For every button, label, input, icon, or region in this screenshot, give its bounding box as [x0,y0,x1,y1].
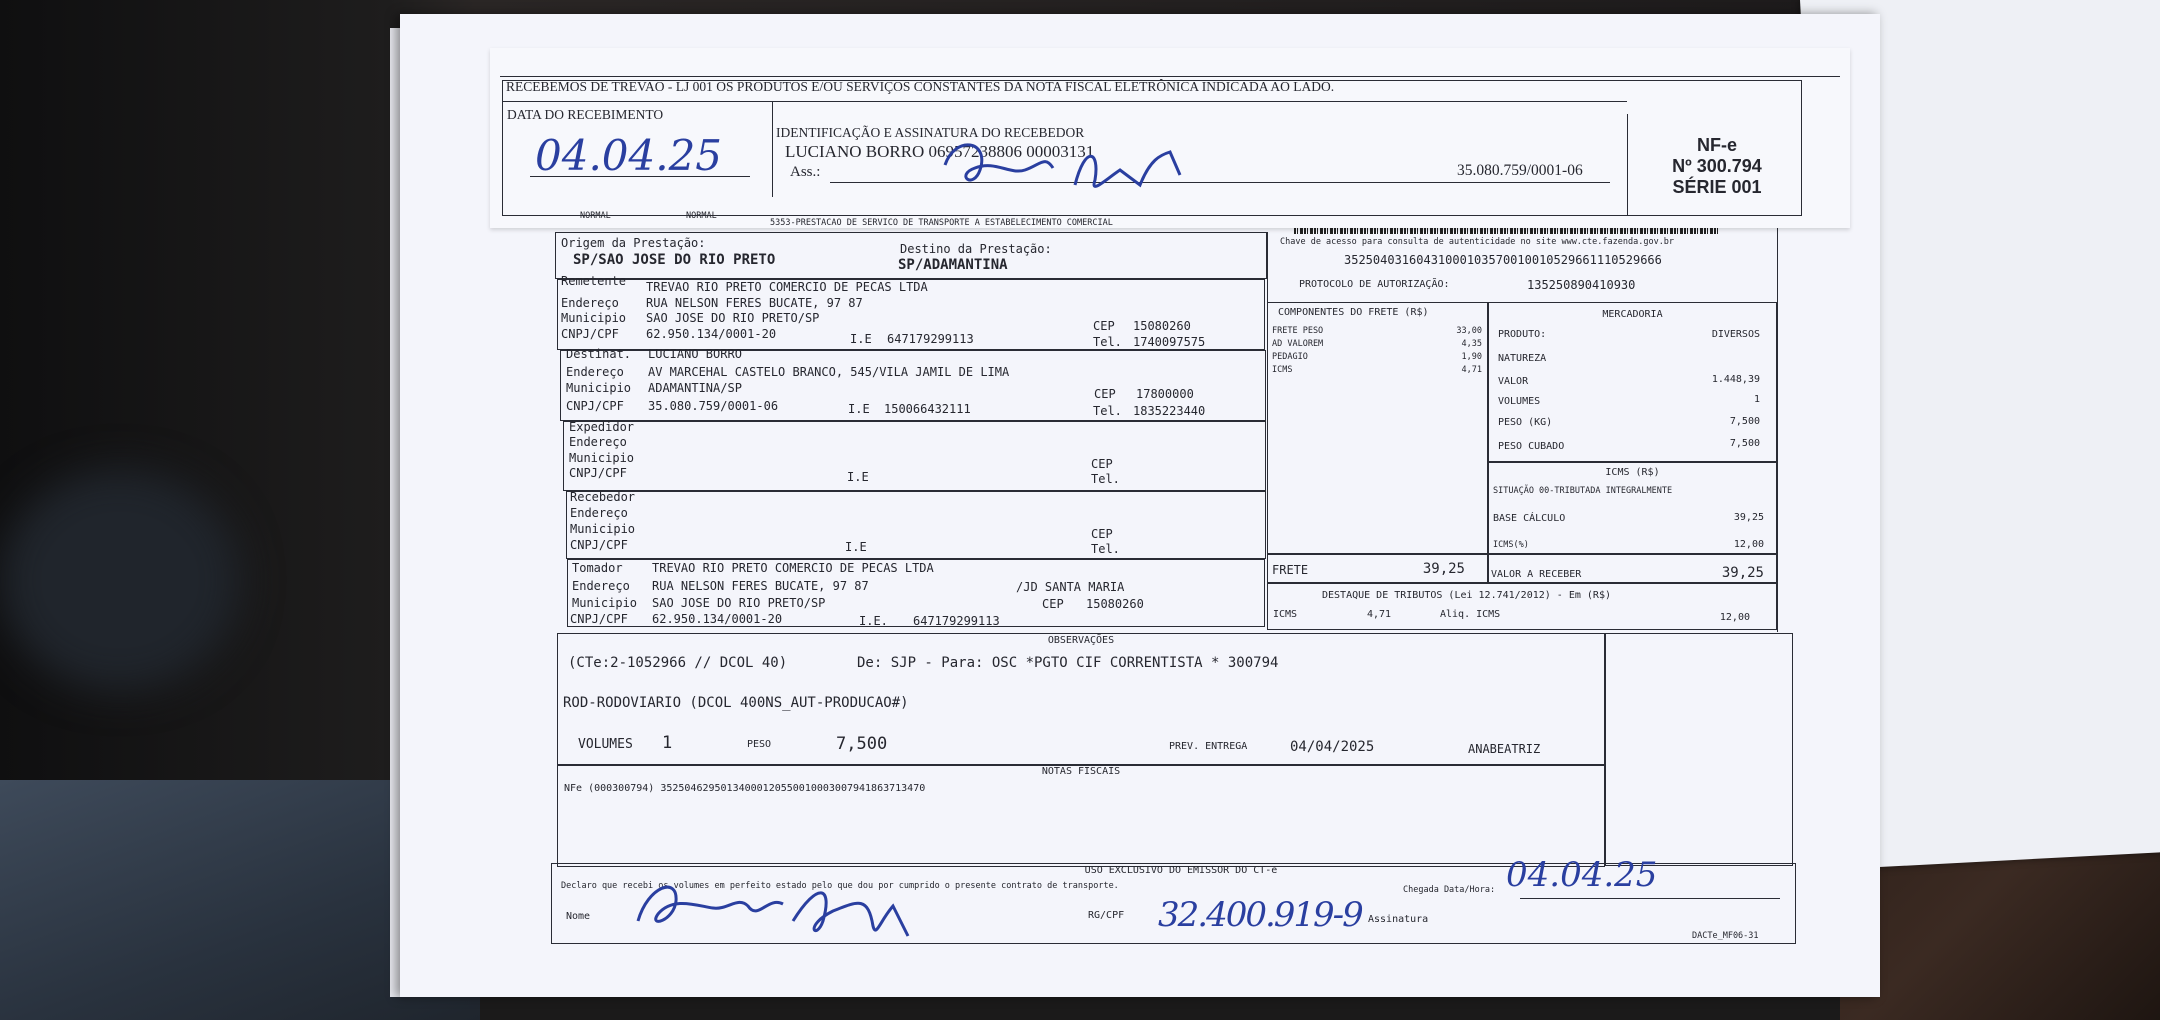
tomador-cep-label: CEP [1042,597,1064,611]
destinatario-address-label: Endereço [566,365,624,379]
chegada-line [1520,898,1780,899]
frete-row-value: 4,71 [1461,365,1482,375]
page-right-border [1777,222,1778,632]
destinatario-ie: 150066432111 [884,402,971,416]
icms-aliq-label: ICMS(%) [1493,540,1529,550]
recebedor-box [566,491,1266,559]
destinatario-municipio-label: Municipio [566,381,632,395]
stub-cnpj: 35.080.759/0001-06 [1457,162,1583,179]
tomador-cnpj: 62.950.134/0001-20 [652,612,783,626]
icms-title: ICMS (R$) [1605,467,1660,478]
nome-label: Nome [566,911,591,922]
tomador-municipio-label: Municipio [572,596,638,610]
recebedor-label: Recebedor [570,490,636,504]
remetente-municipio: SAO JOSE DO RIO PRETO/SP [646,311,820,325]
mercadoria-row-label: PESO (KG) [1498,417,1553,428]
frete-row-label: AD VALOREM [1272,339,1324,349]
nfe-serie: SÉRIE 001 [1672,177,1762,197]
frete-total-label: FRETE [1272,563,1309,577]
peso-value: 7,500 [836,734,888,754]
expedidor-label: Expedidor [569,420,635,434]
observacoes-line1-a: (CTe:2-1052966 // DCOL 40) [568,655,788,671]
tributos-icms-label: ICMS [1273,609,1298,620]
nfe-number: Nº 300.794 [1672,156,1762,176]
remetente-municipio-label: Municipio [561,311,627,325]
normal-label-1: NORMAL [580,211,611,221]
frete-components-title: COMPONENTES DO FRETE (R$) [1278,307,1429,318]
remetente-ie-label: I.E [850,332,872,346]
assinatura-label: Assinatura [1368,914,1429,925]
background-shadow [0,470,240,690]
destinatario-name: LUCIANO BORRO [648,347,742,361]
tomador-bairro: /JD SANTA MARIA [1016,580,1125,594]
stub-receiver: LUCIANO BORRO 06957238806 00003131 [785,142,1095,161]
user-name: ANABEATRIZ [1468,742,1541,756]
notas-fiscais-title: NOTAS FISCAIS [1041,766,1121,777]
expedidor-box [563,421,1266,491]
origin-label: Origem da Prestação: [561,236,706,250]
observacoes-side-box [1605,633,1793,866]
stub-date-label: DATA DO RECEBIMENTO [507,107,664,122]
destinatario-tel-label: Tel. [1093,404,1122,418]
remetente-name: TREVAO RIO PRETO COMERCIO DE PECAS LTDA [646,280,928,294]
destinatario-ie-label: I.E [848,402,870,416]
destinatario-tel: 1835223440 [1133,404,1206,418]
remetente-address-label: Endereço [561,296,619,310]
tomador-ie: 647179299113 [913,614,1000,628]
mercadoria-row-value: 7,500 [1729,438,1760,449]
tomador-municipio: SAO JOSE DO RIO PRETO/SP [652,596,826,610]
expedidor-cep-label: CEP [1091,457,1113,471]
observacoes-line2: ROD-RODOVIARIO (DCOL 400NS_AUT-PRODUCAO#) [563,695,909,711]
mercadoria-row-label: NATUREZA [1498,353,1547,364]
remetente-cnpj-label: CNPJ/CPF [561,327,619,341]
frete-total-value: 39,25 [1422,561,1465,577]
tomador-address: RUA NELSON FERES BUCATE, 97 87 [652,579,869,593]
destinatario-municipio: ADAMANTINA/SP [648,381,742,395]
mercadoria-row-value: 1 [1753,394,1760,405]
mercadoria-row-value: DIVERSOS [1711,329,1760,340]
mercadoria-row-label: VALOR [1498,376,1529,387]
expedidor-address-label: Endereço [569,435,627,449]
observacoes-line1-b: De: SJP - Para: OSC *PGTO CIF CORRENTISTA * 300794 [857,655,1279,671]
remetente-tel-label: Tel. [1093,335,1122,349]
destination-value: SP/ADAMANTINA [898,257,1008,273]
tomador-label: Tomador [572,561,623,575]
stub-ident-label: IDENTIFICAÇÃO E ASSINATURA DO RECEBEDOR [776,125,1085,140]
frete-row-label: ICMS [1272,365,1293,375]
tributos-title: DESTAQUE DE TRIBUTOS (Lei 12.741/2012) - Em (R$) [1322,590,1611,601]
tomador-name: TREVAO RIO PRETO COMERCIO DE PECAS LTDA [652,561,934,575]
protocol-value: 135250890410930 [1527,278,1636,292]
mercadoria-row-label: PESO CUBADO [1498,441,1565,452]
stub-divider [502,101,1627,102]
recebedor-cep-label: CEP [1091,527,1113,541]
icms-aliq-value: 12,00 [1733,539,1764,550]
cfop-text: 5353-PRESTACAO DE SERVICO DE TRANSPORTE A ESTABELECIMENTO COMERCIAL [770,218,1113,228]
tomador-cep: 15080260 [1086,597,1144,611]
recebedor-municipio-label: Municipio [570,522,636,536]
notas-fiscais-box [557,765,1605,867]
dacte-footer: DACTe_MF06-31 [1692,931,1759,941]
access-key: 35250403160431000103570010010529661110529666 [1344,253,1662,267]
stub-received-text: RECEBEMOS DE TREVAO - LJ 001 OS PRODUTOS E/OU SERVIÇOS CONSTANTES DA NOTA FISCAL ELETRÔNICA INDICADA AO LADO. [506,79,1335,94]
mercadoria-row-label: VOLUMES [1498,396,1541,407]
destinatario-cnpj-label: CNPJ/CPF [566,399,624,413]
recebedor-address-label: Endereço [570,506,628,520]
handwritten-signature-bottom [618,866,948,946]
valor-receber-label: VALOR A RECEBER [1491,569,1582,580]
destinatario-cep: 17800000 [1136,387,1194,401]
volumes-value: 1 [662,733,673,753]
expedidor-cnpj-label: CNPJ/CPF [569,466,627,480]
stub-handwritten-date: 04.04.25 [535,131,723,180]
stub-ass-label: Ass.: [790,164,821,180]
destinatario-cep-label: CEP [1094,387,1116,401]
frete-row-value: 4,35 [1461,339,1482,349]
mercadoria-title: MERCADORIA [1602,309,1663,320]
tomador-address-label: Endereço [572,579,630,593]
handwritten-arrival-date: 04.04.25 [1506,855,1658,895]
expedidor-ie-label: I.E [847,470,869,484]
protocol-label: PROTOCOLO DE AUTORIZAÇÃO: [1299,279,1450,290]
emissor-title: USO EXCLUSIVO DO EMISSOR DO CT-e [1084,865,1278,876]
valor-receber-value: 39,25 [1721,565,1764,581]
remetente-address: RUA NELSON FERES BUCATE, 97 87 [646,296,863,310]
icms-base-value: 39,25 [1733,512,1764,523]
mercadoria-row-value: 7,500 [1729,416,1760,427]
notas-fiscais-line: NFe (000300794) 35250462950134000120550010003007941863713470 [564,783,926,794]
chegada-label: Chegada Data/Hora: [1403,885,1496,895]
tomador-cnpj-label: CNPJ/CPF [570,612,628,626]
recebedor-cnpj-label: CNPJ/CPF [570,538,628,552]
tributos-aliq-label: Aliq. ICMS [1440,609,1501,620]
remetente-tel: 1740097575 [1133,335,1206,349]
stub-date-divider [772,101,773,197]
destinatario-label: Destinat. [566,347,632,361]
remetente-cnpj: 62.950.134/0001-20 [646,327,777,341]
origin-value: SP/SAO JOSE DO RIO PRETO [573,252,776,268]
icms-situacao: SITUAÇÃO 00-TRIBUTADA INTEGRALMENTE [1493,486,1673,496]
remetente-cep-label: CEP [1093,319,1115,333]
remetente-cep: 15080260 [1133,319,1191,333]
remetente-ie: 647179299113 [887,332,974,346]
handwritten-rg: 32.400.919-9 [1158,895,1362,935]
expedidor-municipio-label: Municipio [569,451,635,465]
destinatario-cnpj: 35.080.759/0001-06 [648,399,779,413]
frete-row-value: 33,00 [1456,326,1482,336]
destination-label: Destino da Prestação: [900,242,1052,256]
volumes-label: VOLUMES [578,737,633,752]
frete-row-value: 1,90 [1461,352,1482,362]
rg-cpf-label: RG/CPF [1088,910,1125,921]
prev-entrega-value: 04/04/2025 [1290,739,1375,755]
mercadoria-row-label: PRODUTO: [1498,329,1547,340]
tomador-ie-label: I.E. [859,614,888,628]
stub-top-rule [500,76,1840,77]
expedidor-tel-label: Tel. [1091,472,1120,486]
destinatario-address: AV MARCEHAL CASTELO BRANCO, 545/VILA JAMIL DE LIMA [648,365,1010,379]
access-key-label: Chave de acesso para consulta de autenticidade no site www.cte.fazenda.gov.br [1280,237,1675,247]
normal-label-2: NORMAL [686,211,717,221]
recebedor-ie-label: I.E [845,540,867,554]
remetente-label: Remetente [561,274,627,288]
observacoes-title: OBSERVAÇÕES [1047,635,1115,646]
stub-handwritten-signature [935,130,1235,200]
icms-base-label: BASE CÁLCULO [1493,513,1566,524]
emissor-declaration: Declaro que recebi os volumes em perfeito estado pelo que dou por cumprido o presente contrato de transporte. [561,881,1119,891]
peso-label: PESO [747,739,772,750]
recebedor-tel-label: Tel. [1091,542,1120,556]
frete-row-label: FRETE PESO [1272,326,1324,336]
tributos-aliq-value: 12,00 [1719,612,1750,623]
prev-entrega-label: PREV. ENTREGA [1169,741,1248,752]
tributos-icms-value: 4,71 [1367,609,1392,620]
mercadoria-row-value: 1.448,39 [1711,374,1760,385]
nfe-title: NF-e [1697,135,1737,155]
frete-row-label: PEDAGIO [1272,352,1308,362]
